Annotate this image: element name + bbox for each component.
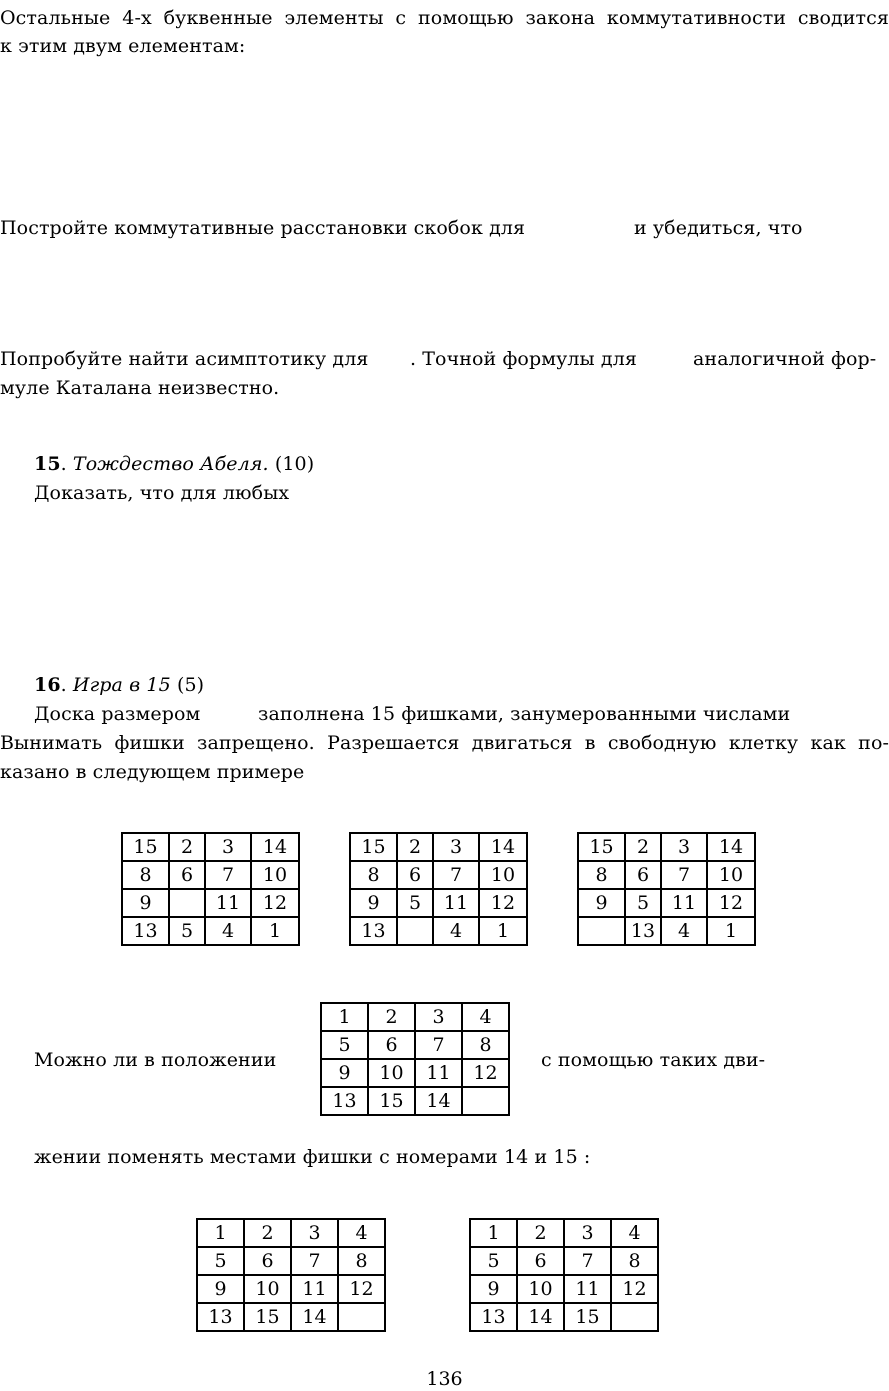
grid-row	[321, 1003, 509, 1031]
grid-cell: 15	[578, 833, 625, 861]
grid-cell	[169, 889, 205, 917]
grid-cell: 12	[251, 889, 299, 917]
grid-row	[197, 1303, 385, 1331]
grid-cell: 7	[433, 861, 479, 889]
problem-16-number: 16	[34, 674, 61, 696]
grid-cell: 13	[197, 1303, 244, 1331]
grid-cell: 13	[470, 1303, 517, 1331]
grid-row	[197, 1247, 385, 1275]
grid-cell: 14	[415, 1087, 462, 1115]
grid-cell: 12	[479, 889, 527, 917]
example-board-3	[577, 832, 756, 946]
grid-cell: 1	[707, 917, 755, 945]
grid-row	[197, 1275, 385, 1303]
grid-cell: 3	[564, 1219, 611, 1247]
grid-row	[578, 917, 755, 945]
grid-cell: 8	[578, 861, 625, 889]
question-text-b: с помощью таких дви-	[541, 1049, 766, 1071]
page-number: 136	[426, 1368, 463, 1390]
grid-row	[470, 1219, 658, 1247]
problem-15-title: Тождество Абеля.	[72, 453, 269, 475]
grid-cell: 6	[244, 1247, 291, 1275]
problem-16-title: Игра в 15	[72, 674, 171, 696]
grid-cell: 3	[661, 833, 707, 861]
grid-cell: 15	[564, 1303, 611, 1331]
grid-cell: 4	[462, 1003, 509, 1031]
grid-cell: 4	[205, 917, 251, 945]
grid-cell: 7	[661, 861, 707, 889]
grid-cell	[397, 917, 433, 945]
problem-16-points: (5)	[176, 674, 205, 696]
grid-cell: 10	[517, 1275, 564, 1303]
grid-cell: 15	[368, 1087, 415, 1115]
grid-cell: 9	[578, 889, 625, 917]
grid-row	[321, 1059, 509, 1087]
grid-cell: 11	[291, 1275, 338, 1303]
asym-text-c: аналогичной фор-	[693, 348, 877, 370]
grid-cell	[462, 1087, 509, 1115]
grid-cell: 14	[251, 833, 299, 861]
grid-cell: 13	[122, 917, 169, 945]
problem-15-text: Доказать, что для любых	[34, 482, 290, 504]
grid-cell: 11	[661, 889, 707, 917]
grid-row	[122, 861, 299, 889]
example-board-1	[121, 832, 300, 946]
question-board	[320, 1002, 510, 1116]
grid-cell: 8	[611, 1247, 658, 1275]
problem-16-line1-a: Доска размером	[34, 703, 201, 725]
grid-cell: 10	[244, 1275, 291, 1303]
grid-row	[122, 889, 299, 917]
grid-cell: 5	[625, 889, 661, 917]
asym-text-b: . Точной формулы для	[410, 348, 637, 370]
grid-row	[321, 1087, 509, 1115]
grid-cell: 11	[433, 889, 479, 917]
grid-cell: 13	[625, 917, 661, 945]
grid-cell: 2	[517, 1219, 564, 1247]
grid-cell: 3	[205, 833, 251, 861]
grid-cell: 9	[470, 1275, 517, 1303]
result-board-2	[469, 1218, 659, 1332]
grid-cell: 4	[338, 1219, 385, 1247]
grid-cell: 1	[321, 1003, 368, 1031]
problem-16-line1-b: заполнена 15 фишками, занумерованными числами	[258, 703, 791, 725]
grid-cell: 9	[321, 1059, 368, 1087]
asym-text-a: Попробуйте найти асимптотику для	[0, 348, 369, 370]
grid-row	[470, 1247, 658, 1275]
grid-cell: 11	[205, 889, 251, 917]
grid-cell	[578, 917, 625, 945]
problem-16-heading	[34, 673, 204, 697]
grid-cell: 6	[368, 1031, 415, 1059]
problem-16-dot: .	[60, 674, 67, 696]
grid-cell: 15	[122, 833, 169, 861]
grid-cell: 2	[397, 833, 433, 861]
grid-cell: 9	[122, 889, 169, 917]
build-text-a: Постройте коммутативные расстановки скобок для	[0, 217, 526, 239]
grid-cell: 12	[462, 1059, 509, 1087]
grid-cell: 6	[517, 1247, 564, 1275]
intro-line-2: к этим двум елементам:	[0, 35, 246, 57]
problem-16-line2: Вынимать фишки запрещено. Разрешается двигаться в свободную клетку как по-	[0, 732, 889, 754]
grid-cell: 6	[397, 861, 433, 889]
example-board-2	[349, 832, 528, 946]
grid-cell: 14	[707, 833, 755, 861]
grid-cell: 8	[350, 861, 397, 889]
grid-row	[350, 917, 527, 945]
grid-cell: 4	[611, 1219, 658, 1247]
intro-line-1: Остальные 4-х буквенные элементы с помощью закона коммутативности сводится	[0, 7, 889, 29]
grid-cell: 1	[470, 1219, 517, 1247]
grid-cell: 5	[321, 1031, 368, 1059]
grid-cell: 15	[350, 833, 397, 861]
grid-cell: 6	[169, 861, 205, 889]
grid-row	[578, 889, 755, 917]
grid-row	[470, 1275, 658, 1303]
grid-cell: 7	[291, 1247, 338, 1275]
grid-cell: 1	[479, 917, 527, 945]
grid-cell: 8	[462, 1031, 509, 1059]
problem-15-dot: .	[60, 453, 67, 475]
grid-cell: 5	[470, 1247, 517, 1275]
grid-cell: 12	[611, 1275, 658, 1303]
grid-cell: 12	[707, 889, 755, 917]
grid-row	[470, 1303, 658, 1331]
grid-cell: 11	[564, 1275, 611, 1303]
grid-cell: 1	[251, 917, 299, 945]
grid-row	[578, 833, 755, 861]
grid-cell: 4	[661, 917, 707, 945]
grid-cell: 2	[169, 833, 205, 861]
grid-row	[321, 1031, 509, 1059]
grid-row	[122, 833, 299, 861]
grid-cell: 9	[197, 1275, 244, 1303]
grid-cell: 5	[197, 1247, 244, 1275]
grid-cell: 1	[197, 1219, 244, 1247]
grid-row	[197, 1219, 385, 1247]
grid-row	[350, 889, 527, 917]
grid-row	[122, 917, 299, 945]
question-text-a: Можно ли в положении	[34, 1049, 277, 1071]
grid-cell: 8	[122, 861, 169, 889]
grid-row	[350, 833, 527, 861]
problem-16-line3: казано в следующем примере	[0, 761, 305, 783]
build-text-b: и убедиться, что	[634, 217, 803, 239]
result-board-1	[196, 1218, 386, 1332]
grid-cell: 3	[415, 1003, 462, 1031]
grid-cell: 10	[479, 861, 527, 889]
problem-15-points: (10)	[274, 453, 315, 475]
grid-cell: 5	[397, 889, 433, 917]
grid-cell: 7	[205, 861, 251, 889]
grid-cell	[611, 1303, 658, 1331]
grid-cell: 5	[169, 917, 205, 945]
grid-cell: 7	[564, 1247, 611, 1275]
grid-cell: 4	[433, 917, 479, 945]
grid-cell: 14	[291, 1303, 338, 1331]
problem-15-heading	[34, 452, 314, 476]
grid-cell: 7	[415, 1031, 462, 1059]
problem-15-number: 15	[34, 453, 61, 475]
grid-cell: 14	[479, 833, 527, 861]
grid-cell: 9	[350, 889, 397, 917]
grid-cell: 10	[707, 861, 755, 889]
grid-cell: 12	[338, 1275, 385, 1303]
grid-cell: 13	[350, 917, 397, 945]
grid-cell: 2	[368, 1003, 415, 1031]
grid-row	[350, 861, 527, 889]
grid-cell: 2	[625, 833, 661, 861]
grid-row	[578, 861, 755, 889]
grid-cell: 15	[244, 1303, 291, 1331]
asym-line-2: муле Каталана неизвестно.	[0, 377, 280, 399]
grid-cell: 3	[291, 1219, 338, 1247]
grid-cell: 11	[415, 1059, 462, 1087]
grid-cell: 14	[517, 1303, 564, 1331]
grid-cell: 2	[244, 1219, 291, 1247]
grid-cell: 6	[625, 861, 661, 889]
grid-cell: 10	[368, 1059, 415, 1087]
question-line-2: жении поменять местами фишки с номерами 14 и 15 :	[34, 1146, 591, 1168]
grid-cell: 10	[251, 861, 299, 889]
grid-cell	[338, 1303, 385, 1331]
grid-cell: 13	[321, 1087, 368, 1115]
grid-cell: 3	[433, 833, 479, 861]
grid-cell: 8	[338, 1247, 385, 1275]
